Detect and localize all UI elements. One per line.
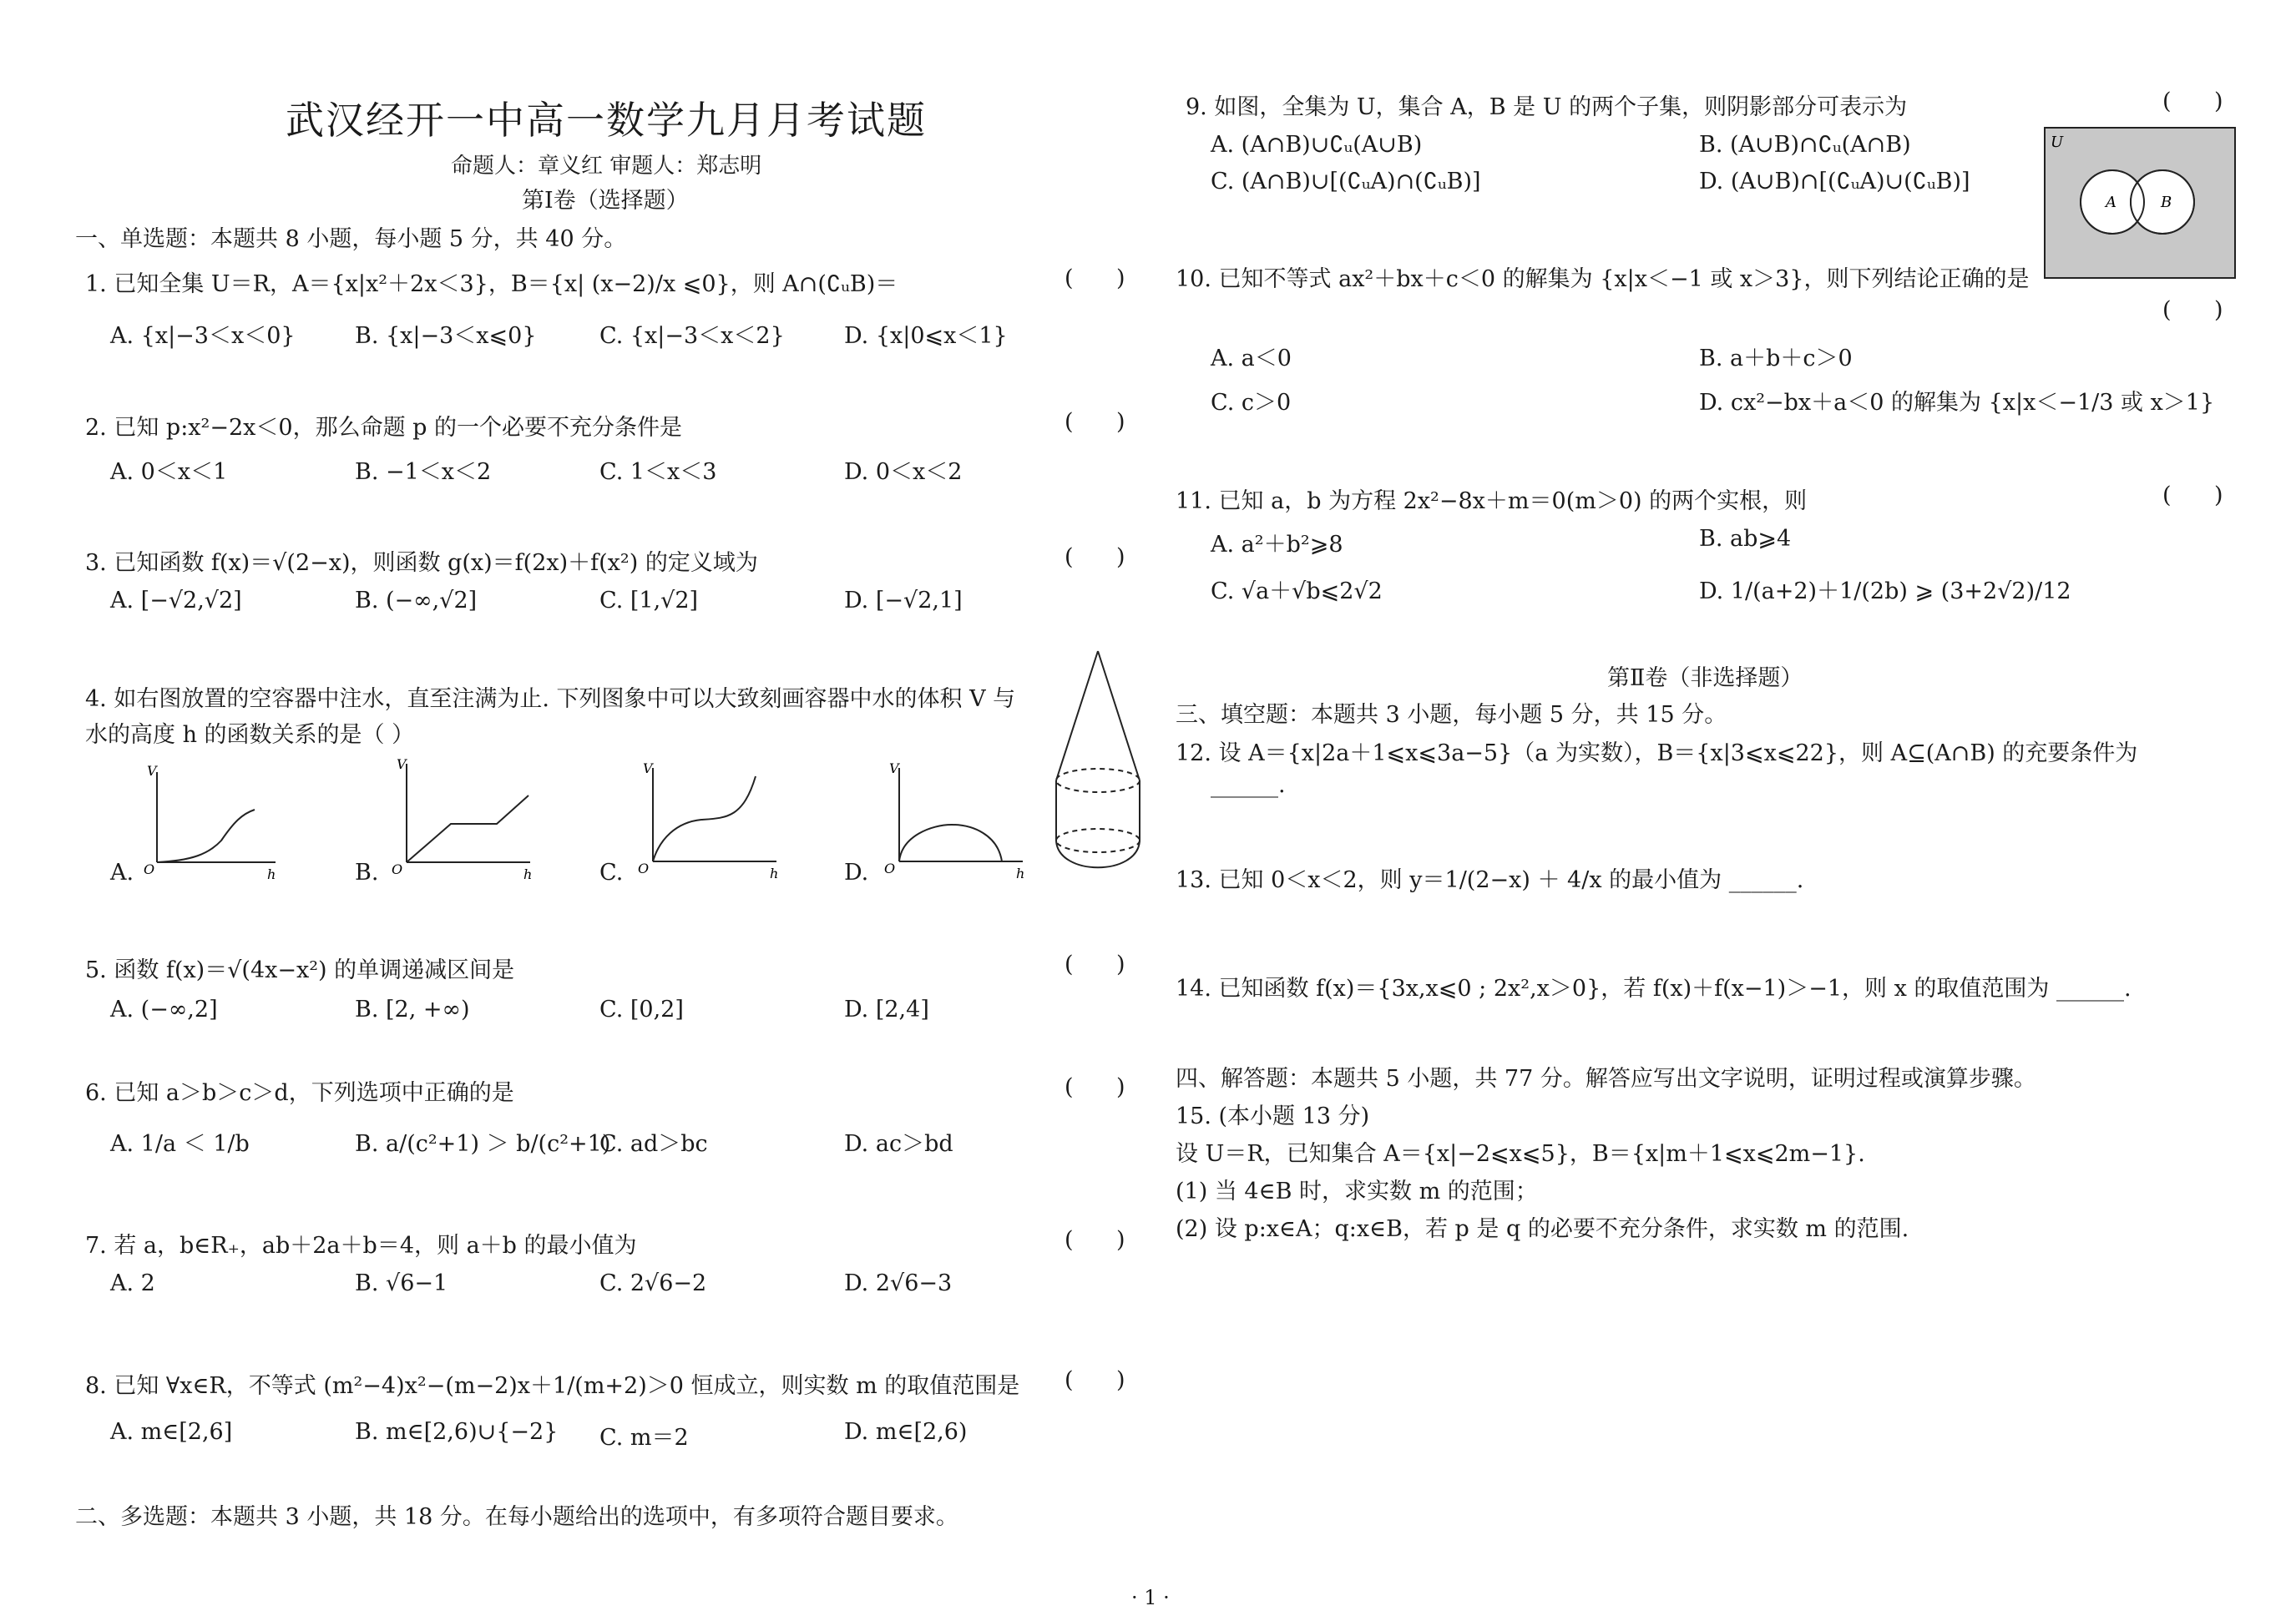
q11-stem: 11. 已知 a，b 为方程 2x²−8x＋m＝0(m＞0) 的两个实根，则 bbox=[1176, 488, 1808, 514]
q7-stem: 7. 若 a，b∈R₊，ab＋2a＋b＝4，则 a＋b 的最小值为 bbox=[85, 1233, 637, 1259]
q2-option-a: A. 0＜x＜1 bbox=[110, 459, 228, 485]
q14-text: 14. 已知函数 f(x)＝{3x,x⩽0 ; 2x²,x＞0}，若 f(x)＋f(x−1)＞−1，则 x 的取值范围为 ______. bbox=[1176, 976, 2132, 1002]
q7-option-a: A. 2 bbox=[110, 1270, 155, 1296]
q7-option-c: C. 2√6−2 bbox=[599, 1270, 707, 1296]
q8-option-c: C. m＝2 bbox=[599, 1425, 689, 1451]
venn-u-label: U bbox=[2051, 134, 2064, 151]
axis-v-label: V bbox=[147, 764, 157, 779]
q3-option-b: B. (−∞,√2] bbox=[355, 588, 478, 614]
part2-title: 第Ⅱ卷（非选择题） bbox=[1607, 665, 1803, 691]
q2-option-b: B. −1＜x＜2 bbox=[355, 459, 492, 485]
q8-answer-blank: ( ) bbox=[1065, 1367, 1125, 1393]
q6-option-b: B. a/(c²+1) ＞ b/(c²+1) bbox=[355, 1131, 611, 1157]
q9-option-d: D. (A∪B)∩[(∁ᵤA)∪(∁ᵤB)] bbox=[1699, 169, 1970, 194]
q9-stem: 9. 如图，全集为 U，集合 A，B 是 U 的两个子集，则阴影部分可表示为 bbox=[1186, 94, 1908, 120]
q3-stem: 3. 已知函数 f(x)＝√(2−x)，则函数 g(x)＝f(2x)＋f(x²) 的定义域为 bbox=[85, 550, 758, 576]
page-title: 武汉经开一中高一数学九月月考试题 bbox=[286, 98, 927, 143]
origin-label: O bbox=[638, 861, 650, 876]
q15-line2: (1) 当 4∈B 时，求实数 m 的范围； bbox=[1176, 1179, 1538, 1204]
q8-stem: 8. 已知 ∀x∈R，不等式 (m²−4)x²−(m−2)x＋1/(m+2)＞0 恒成立，则实数 m 的取值范围是 bbox=[85, 1373, 1020, 1399]
axis-h-label: h bbox=[770, 866, 779, 881]
section4-heading: 四、解答题：本题共 5 小题，共 77 分。解答应写出文字说明，证明过程或演算步骤。 bbox=[1176, 1066, 2036, 1092]
q11-option-b: B. ab⩾4 bbox=[1699, 526, 1792, 552]
q15-title: 15. (本小题 13 分) bbox=[1176, 1103, 1370, 1129]
q3-option-d: D. [−√2,1] bbox=[844, 588, 963, 614]
section1-heading: 一、单选题：本题共 8 小题，每小题 5 分，共 40 分。 bbox=[75, 226, 627, 252]
axis-h-label: h bbox=[267, 866, 276, 882]
q11-option-d: D. 1/(a+2)＋1/(2b) ⩾ (3+2√2)/12 bbox=[1699, 578, 2071, 604]
axis-v-label: V bbox=[397, 756, 407, 772]
q10-answer-blank: ( ) bbox=[2162, 297, 2223, 323]
q5-option-d: D. [2,4] bbox=[844, 997, 929, 1023]
q15-line1: 设 U＝R，已知集合 A＝{x|−2⩽x⩽5}，B＝{x|m＋1⩽x⩽2m−1}. bbox=[1176, 1141, 1865, 1167]
q4-graph-b bbox=[388, 755, 539, 885]
q4-option-c: C. bbox=[599, 860, 624, 886]
q2-answer-blank: ( ) bbox=[1065, 409, 1125, 435]
q11-answer-blank: ( ) bbox=[2162, 482, 2223, 508]
q2-option-c: C. 1＜x＜3 bbox=[599, 459, 717, 485]
q2-option-d: D. 0＜x＜2 bbox=[844, 459, 963, 485]
q4-container-figure bbox=[1048, 647, 1148, 897]
q10-option-a: A. a＜0 bbox=[1211, 346, 1292, 371]
q3-option-c: C. [1,√2] bbox=[599, 588, 699, 614]
origin-label: O bbox=[144, 861, 155, 877]
venn-b-label: B bbox=[2161, 194, 2172, 211]
q10-option-d: D. cx²−bx＋a＜0 的解集为 {x|x＜−1/3 或 x＞1} bbox=[1699, 390, 2215, 416]
q4-option-b: B. bbox=[355, 860, 379, 886]
q1-answer-blank: ( ) bbox=[1065, 265, 1125, 291]
origin-label: O bbox=[884, 861, 896, 876]
q4-stem-line2: 水的高度 h 的函数关系的是（ ） bbox=[85, 722, 415, 748]
q4-option-d: D. bbox=[844, 860, 869, 886]
q1-stem: 1. 已知全集 U＝R，A＝{x|x²＋2x＜3}，B＝{x| (x−2)/x ⩽0}，则 A∩(∁ᵤB)＝ bbox=[85, 271, 898, 297]
q3-option-a: A. [−√2,√2] bbox=[110, 588, 242, 614]
q10-stem: 10. 已知不等式 ax²＋bx＋c＜0 的解集为 {x|x＜−1 或 x＞3}，则下列结论正确的是 bbox=[1176, 266, 2030, 292]
q9-option-a: A. (A∩B)∪∁ᵤ(A∪B) bbox=[1211, 132, 1423, 158]
q13-text: 13. 已知 0＜x＜2，则 y＝1/(2−x) ＋ 4/x 的最小值为 ______. bbox=[1176, 867, 1804, 893]
venn-a-label: A bbox=[2106, 194, 2116, 211]
q8-option-d: D. m∈[2,6) bbox=[844, 1419, 968, 1445]
q6-option-d: D. ac＞bd bbox=[844, 1131, 953, 1157]
q9-venn-diagram bbox=[2044, 127, 2236, 279]
q10-option-c: C. c＞0 bbox=[1211, 390, 1292, 416]
q12-blank: ______. bbox=[1211, 772, 1286, 798]
q12-line1: 12. 设 A＝{x|2a＋1⩽x⩽3a−5}（a 为实数），B＝{x|3⩽x⩽22}，则 A⊆(A∩B) 的充要条件为 bbox=[1176, 740, 2138, 766]
q7-answer-blank: ( ) bbox=[1065, 1227, 1125, 1253]
q1-option-c: C. {x|−3＜x＜2} bbox=[599, 323, 785, 349]
q5-stem: 5. 函数 f(x)＝√(4x−x²) 的单调递减区间是 bbox=[85, 957, 515, 983]
q5-option-c: C. [0,2] bbox=[599, 997, 684, 1023]
q2-stem: 2. 已知 p:x²−2x＜0，那么命题 p 的一个必要不充分条件是 bbox=[85, 415, 683, 441]
axis-h-label: h bbox=[523, 866, 533, 882]
q9-answer-blank: ( ) bbox=[2162, 88, 2223, 114]
q5-option-a: A. (−∞,2] bbox=[110, 997, 218, 1023]
q6-option-c: C. ad＞bc bbox=[599, 1131, 708, 1157]
part1-title: 第Ⅰ卷（选择题） bbox=[522, 188, 689, 214]
q6-stem: 6. 已知 a＞b＞c＞d，下列选项中正确的是 bbox=[85, 1080, 514, 1106]
q6-answer-blank: ( ) bbox=[1065, 1074, 1125, 1100]
q10-option-b: B. a＋b＋c＞0 bbox=[1699, 346, 1853, 371]
origin-label: O bbox=[392, 861, 403, 877]
q5-option-b: B. [2, +∞) bbox=[355, 997, 470, 1023]
q4-graph-a bbox=[142, 764, 284, 885]
q6-option-a: A. 1/a ＜ 1/b bbox=[110, 1131, 250, 1157]
page-number: · 1 · bbox=[1131, 1586, 1170, 1609]
q4-graph-d bbox=[881, 760, 1031, 885]
q11-option-c: C. √a＋√b⩽2√2 bbox=[1211, 578, 1383, 604]
q1-option-b: B. {x|−3＜x⩽0} bbox=[355, 323, 537, 349]
q7-option-d: D. 2√6−3 bbox=[844, 1270, 953, 1296]
q8-option-b: B. m∈[2,6)∪{−2} bbox=[355, 1419, 559, 1445]
axis-v-label: V bbox=[889, 760, 899, 776]
q4-graph-c bbox=[635, 760, 785, 885]
axis-h-label: h bbox=[1016, 866, 1025, 881]
q7-option-b: B. √6−1 bbox=[355, 1270, 448, 1296]
q9-option-c: C. (A∩B)∪[(∁ᵤA)∩(∁ᵤB)] bbox=[1211, 169, 1481, 194]
authors: 命题人：章义红 审题人：郑志明 bbox=[451, 154, 762, 179]
q3-answer-blank: ( ) bbox=[1065, 544, 1125, 570]
q4-stem-line1: 4. 如右图放置的空容器中注水，直至注满为止. 下列图象中可以大致刻画容器中水的体积 V 与 bbox=[85, 686, 1016, 712]
axis-v-label: V bbox=[643, 760, 653, 776]
section3-heading: 三、填空题：本题共 3 小题，每小题 5 分，共 15 分。 bbox=[1176, 702, 1727, 728]
q15-line3: (2) 设 p:x∈A；q:x∈B，若 p 是 q 的必要不充分条件，求实数 m 的范围. bbox=[1176, 1216, 1909, 1242]
q8-option-a: A. m∈[2,6] bbox=[110, 1419, 233, 1445]
q1-option-d: D. {x|0⩽x＜1} bbox=[844, 323, 1008, 349]
q1-option-a: A. {x|−3＜x＜0} bbox=[110, 323, 296, 349]
section2-heading: 二、多选题：本题共 3 小题，共 18 分。在每小题给出的选项中，有多项符合题目要求。 bbox=[75, 1504, 958, 1530]
q4-option-a: A. bbox=[110, 860, 134, 886]
q11-option-a: A. a²＋b²⩾8 bbox=[1211, 532, 1343, 558]
q5-answer-blank: ( ) bbox=[1065, 952, 1125, 977]
q9-option-b: B. (A∪B)∩∁ᵤ(A∩B) bbox=[1699, 132, 1911, 158]
